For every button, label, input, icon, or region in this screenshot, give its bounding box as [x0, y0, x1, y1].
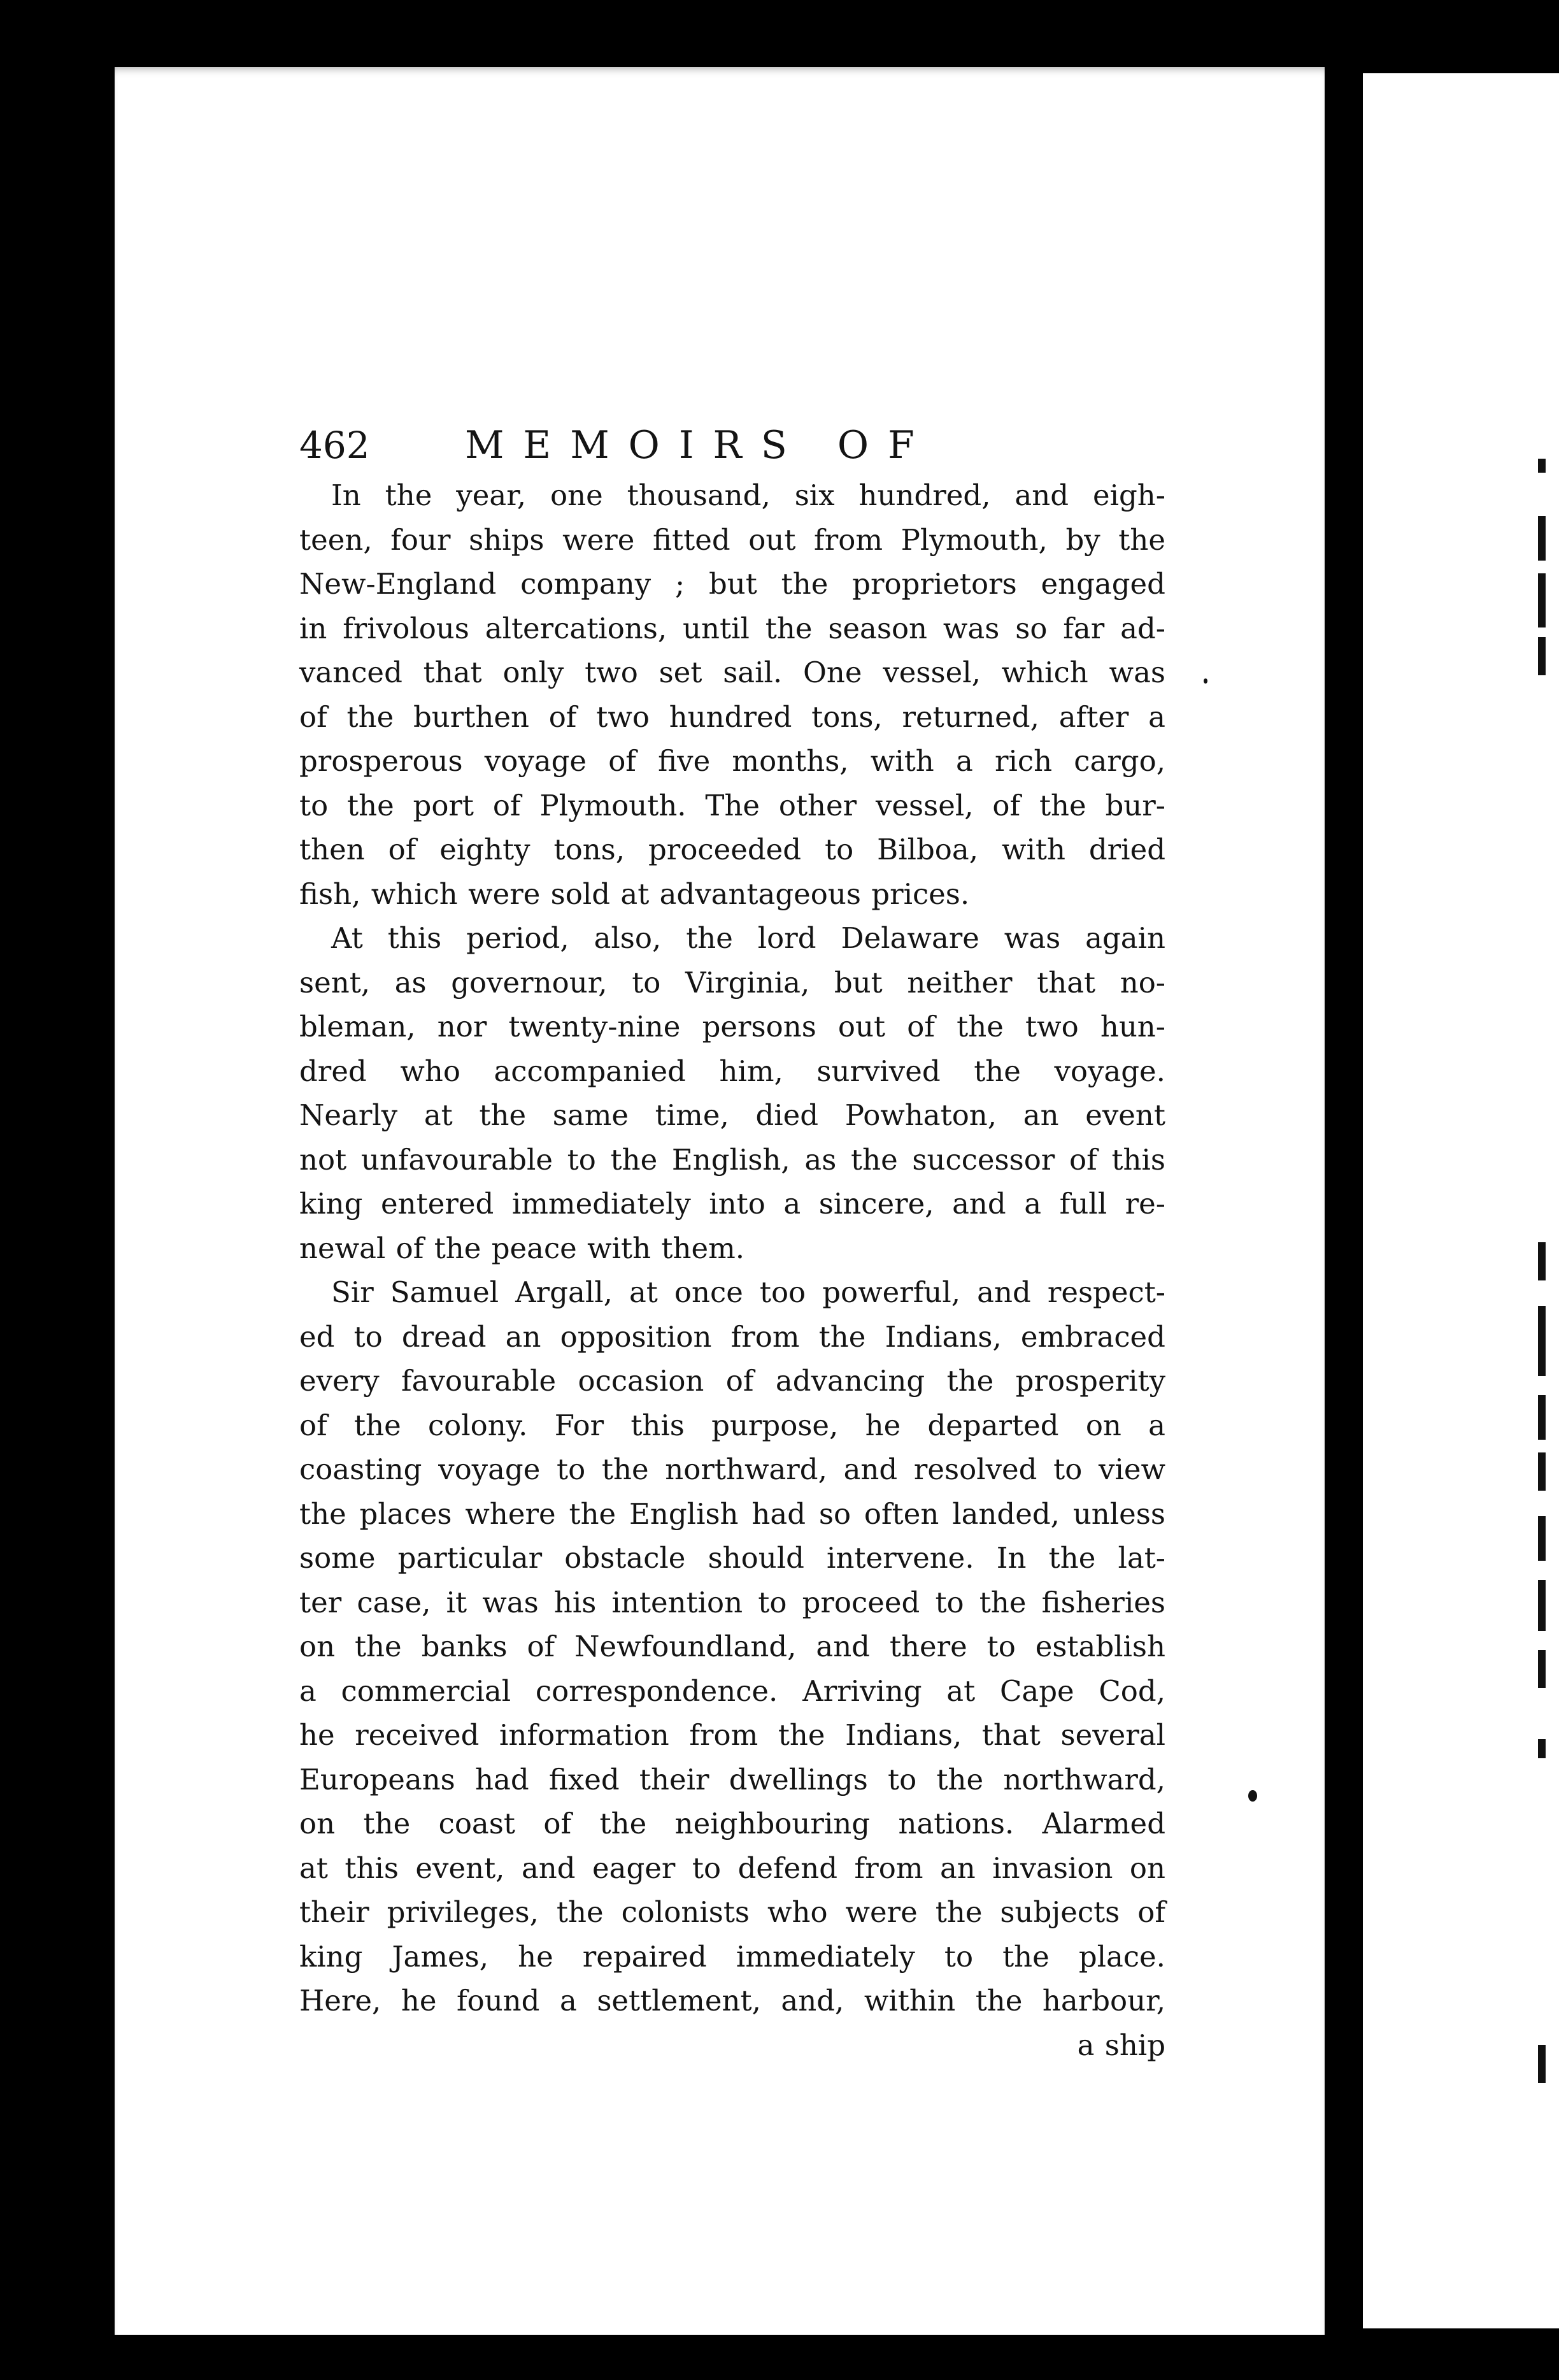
text-line: fish, which were sold at advantageous prices. — [299, 877, 970, 911]
facing-page-text-fragments — [1538, 459, 1559, 2115]
text-line: prosperous voyage of five months, with a rich cargo, — [299, 744, 1165, 778]
text-line: coasting voyage to the northward, and resolved to view — [299, 1452, 1165, 1486]
ink-speck — [1248, 1790, 1257, 1802]
text-line: of the burthen of two hundred tons, returned, after a — [299, 699, 1165, 734]
text-line: Here, he found a settlement, and, within the harbour, — [299, 1984, 1165, 2018]
text-line: their privileges, the colonists who were the subjects of — [299, 1895, 1165, 1929]
page-number: 462 — [299, 424, 370, 467]
paragraph-argall — [299, 1270, 1165, 2067]
text-line: bleman, nor twenty-nine persons out of the two hun- — [299, 1010, 1165, 1043]
running-title: MEMOIRS OF — [465, 423, 934, 468]
text-line: newal of the peace with them. — [299, 1231, 745, 1265]
text-line: In the year, one thousand, six hundred, and eigh- — [331, 478, 1165, 512]
text-line: to the port of Plymouth. The other vessel, of the bur- — [299, 788, 1165, 822]
text-line: teen, four ships were fitted out from Plymouth, by the — [299, 522, 1165, 557]
text-line: New-England company ; but the proprietors engaged — [299, 567, 1165, 601]
text-line: not unfavourable to the English, as the successor of this — [299, 1142, 1165, 1177]
page-text — [299, 417, 1165, 2067]
text-line: king entered immediately into a sincere, and a full re- — [299, 1187, 1165, 1221]
ink-speck — [1204, 678, 1207, 684]
text-line: on the coast of the neighbouring nations. Alarmed — [299, 1807, 1165, 1840]
text-line: At this period, also, the lord Delaware was again — [331, 921, 1165, 955]
text-line: ter case, it was his intention to proceed to the fisheries — [299, 1585, 1165, 1619]
text-line: king James, he repaired immediately to the place. — [299, 1939, 1165, 1974]
text-line: on the banks of Newfoundland, and there to establish — [299, 1630, 1165, 1663]
text-line: of the colony. For this purpose, he departed on a — [299, 1408, 1165, 1442]
text-line: ed to dread an opposition from the Indians, embraced — [299, 1319, 1165, 1354]
text-line: Sir Samuel Argall, at once too powerful, and respect- — [331, 1275, 1165, 1309]
text-line: Europeans had fixed their dwellings to the northward, — [299, 1762, 1165, 1796]
text-line: every favourable occasion of advancing the prosperity — [299, 1364, 1165, 1398]
running-head — [299, 417, 1165, 473]
text-line: at this event, and eager to defend from an invasion on — [299, 1851, 1165, 1885]
text-line: dred who accompanied him, survived the voyage. — [299, 1054, 1165, 1088]
text-line: the places where the English had so often landed, unless — [299, 1496, 1165, 1531]
right-page-edge — [1363, 73, 1559, 2328]
text-line: he received information from the Indians, that several — [299, 1718, 1165, 1752]
paragraph-delaware — [299, 916, 1165, 1270]
text-line: then of eighty tons, proceeded to Bilboa, with dried — [299, 833, 1165, 866]
text-line: Nearly at the same time, died Powhaton, an event — [299, 1098, 1165, 1132]
text-line: vanced that only two set sail. One vessel, which was — [299, 656, 1165, 689]
book-gutter — [1325, 64, 1363, 2357]
paragraph-ships — [299, 473, 1165, 916]
catchword: a ship — [1077, 2028, 1165, 2062]
text-line: some particular obstacle should intervene. In the lat- — [299, 1541, 1165, 1575]
text-line: sent, as governour, to Virginia, but neither that no- — [299, 965, 1165, 1000]
text-line: in frivolous altercations, until the season was so far ad- — [299, 611, 1165, 645]
text-line: a commercial correspondence. Arriving at Cape Cod, — [299, 1674, 1165, 1708]
